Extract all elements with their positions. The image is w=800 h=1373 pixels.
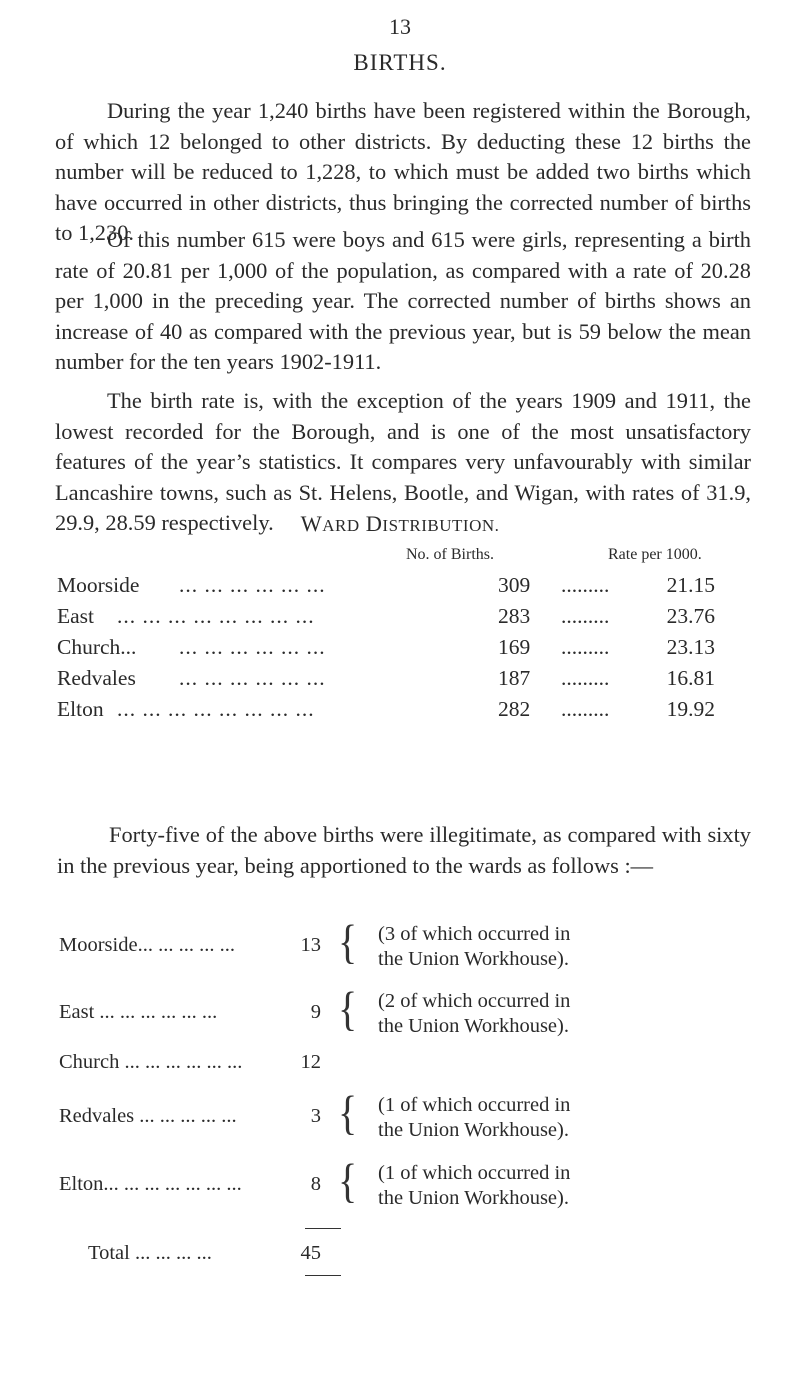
paragraph-2 — [55, 225, 751, 378]
paragraph-2-text: Of this number 615 were boys and 615 were girls, representing a birth rate of 20.81 per 1,000 of the population, as compared with a rate of 20.28 per 1,000 in the preceding year. The corrected number of births shows an increase of 40 as compared with the previous year, but is 59 below the mean number for the ten years 1902-1911. — [55, 227, 751, 374]
illegitimate-count: 8 — [310, 1173, 321, 1195]
ward-name: Redvales — [57, 666, 136, 690]
title-rest-1: ARD — [322, 516, 360, 535]
rate-leader: ......... — [561, 635, 610, 659]
page-number: 13 — [389, 14, 411, 39]
column-header-births: No. of Births. — [406, 546, 494, 563]
illegitimate-note — [378, 922, 738, 972]
note-line-2: the Union Workhouse). — [378, 948, 569, 970]
ward-leader: ... ... ... ... ... ... — [179, 666, 326, 690]
paragraph-4 — [57, 820, 751, 881]
ward-name: Moorside — [57, 573, 140, 597]
ward-name: East — [57, 604, 95, 628]
ward-births: 169 — [498, 635, 531, 659]
ward-rate: 23.13 — [666, 635, 715, 659]
illegitimate-count: 13 — [300, 934, 321, 956]
ward-births: 283 — [498, 604, 531, 628]
note-line-1: (1 of which occurred in — [378, 1162, 571, 1184]
ward-distribution-title — [0, 511, 800, 537]
ward-rate: 21.15 — [666, 573, 715, 597]
total-value: 45 — [300, 1242, 321, 1264]
note-line-1: (2 of which occurred in — [378, 990, 571, 1012]
ward-row — [57, 604, 737, 632]
illegitimate-ward: East ... ... ... ... ... ... — [59, 1001, 218, 1023]
illegitimate-count: 3 — [310, 1105, 321, 1127]
note-line-1: (3 of which occurred in — [378, 923, 571, 945]
paragraph-4-text: Forty-five of the above births were illegitimate, as compared with sixty in the previous year, being apportioned to the wards as follows :— — [57, 822, 751, 878]
total-rule-bottom — [305, 1275, 341, 1276]
ward-row — [57, 573, 737, 601]
ward-leader: ... ... ... ... ... ... ... ... — [117, 697, 315, 721]
paragraph-1-text: During the year 1,240 births have been registered within the Borough, of which 12 belonged to other districts. By deducting these 12 births the number will be reduced to 1,228, to which must be added two births which have occurred in other districts, thus bringing the corrected number of births to 1,230. — [55, 98, 751, 245]
section-heading: BIRTHS. — [353, 50, 447, 75]
title-initial-2: D — [365, 511, 383, 536]
note-line-1: (1 of which occurred in — [378, 1094, 571, 1116]
ward-rate: 23.76 — [666, 604, 715, 628]
total-rule-top — [305, 1228, 341, 1229]
brace-symbol: { — [338, 914, 358, 969]
illegitimate-ward: Church ... ... ... ... ... ... — [59, 1051, 243, 1073]
illegitimate-count: 12 — [300, 1051, 321, 1073]
brace-symbol: { — [338, 1085, 358, 1140]
ward-births: 282 — [498, 697, 531, 721]
note-line-2: the Union Workhouse). — [378, 1119, 569, 1141]
brace-symbol: { — [338, 981, 358, 1036]
title-rest-2: ISTRIBUTION. — [382, 516, 500, 535]
ward-row — [57, 635, 737, 663]
ward-rate: 19.92 — [666, 697, 715, 721]
note-line-2: the Union Workhouse). — [378, 1015, 569, 1037]
ward-births: 309 — [498, 573, 531, 597]
rate-leader: ......... — [561, 573, 610, 597]
ward-leader: ... ... ... ... ... ... — [179, 573, 326, 597]
title-initial-1: W — [300, 511, 323, 536]
brace-symbol: { — [338, 1153, 358, 1208]
illegitimate-note — [378, 1093, 738, 1143]
rate-leader: ......... — [561, 697, 610, 721]
ward-name: Elton — [57, 697, 104, 721]
paragraph-3-text: The birth rate is, with the exception of the years 1909 and 1911, the lowest recorded for the Borough, and is one of the most unsatisfactory features of the year’s statistics. It compares very unfavourably with similar Lancashire towns, such as St. Helens, Bootle, and Wigan, with rates of 31.9, 29.9, 28.59 respectively. — [55, 388, 751, 535]
illegitimate-ward: Elton... ... ... ... ... ... ... — [59, 1173, 242, 1195]
ward-row — [57, 666, 737, 694]
ward-rate: 16.81 — [666, 666, 715, 690]
ward-leader: ... ... ... ... ... ... — [179, 635, 326, 659]
illegitimate-note — [378, 989, 738, 1039]
ward-leader: ... ... ... ... ... ... ... ... — [117, 604, 315, 628]
total-label: Total ... ... ... ... — [88, 1242, 212, 1264]
note-line-2: the Union Workhouse). — [378, 1187, 569, 1209]
illegitimate-ward: Moorside... ... ... ... ... — [59, 934, 235, 956]
illegitimate-count: 9 — [310, 1001, 321, 1023]
illegitimate-ward: Redvales ... ... ... ... ... — [59, 1105, 237, 1127]
ward-births: 187 — [498, 666, 531, 690]
illegitimate-note — [378, 1161, 738, 1211]
ward-row — [57, 697, 737, 725]
rate-leader: ......... — [561, 666, 610, 690]
ward-name: Church... — [57, 635, 137, 659]
column-header-rate: Rate per 1000. — [608, 546, 702, 563]
rate-leader: ......... — [561, 604, 610, 628]
